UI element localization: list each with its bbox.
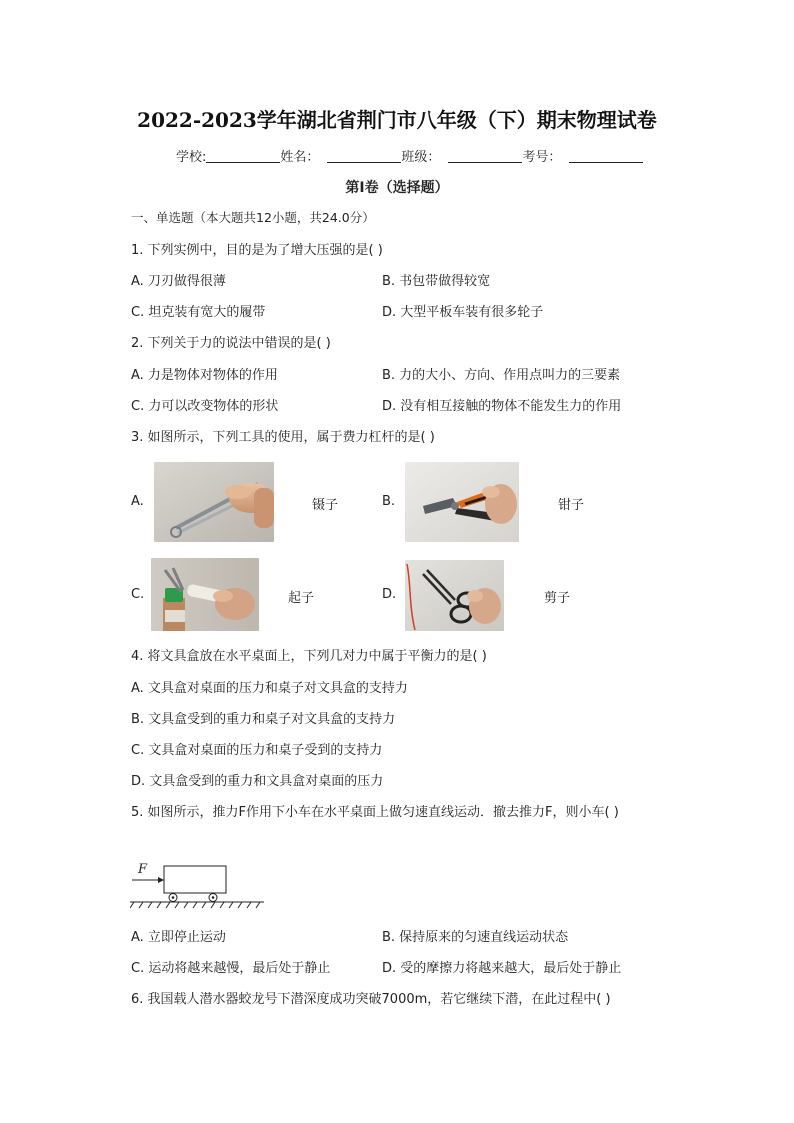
q3-option-d-letter[interactable]: D. (382, 587, 397, 602)
q3-option-a-caption: 镊子 (312, 498, 339, 513)
q1-option-a[interactable]: A. 刀刃做得很薄 (131, 274, 226, 289)
number-label: 考号： (522, 150, 562, 165)
class-field[interactable] (448, 150, 522, 163)
number-field[interactable] (569, 150, 643, 163)
force-label: F (138, 862, 148, 877)
q2-option-c[interactable]: C. 力可以改变物体的形状 (131, 399, 279, 414)
class-label: 班级： (401, 150, 441, 165)
q2-option-b[interactable]: B. 力的大小、方向、作用点叫力的三要素 (382, 368, 621, 383)
exam-title: 2022-2023学年湖北省荆门市八年级（下）期末物理试卷 (137, 108, 657, 132)
q1-option-d[interactable]: D. 大型平板车装有很多轮子 (382, 305, 544, 320)
q3-option-c-caption: 起子 (288, 591, 315, 606)
q3-option-b-letter[interactable]: B. (382, 494, 396, 509)
q4-option-b[interactable]: B. 文具盒受到的重力和桌子对文具盒的支持力 (131, 712, 396, 727)
q3-option-c-letter[interactable]: C. (131, 587, 145, 602)
q4-option-a[interactable]: A. 文具盒对桌面的压力和桌子对文具盒的支持力 (131, 681, 408, 696)
q3-option-b-caption: 钳子 (558, 498, 585, 513)
q5-option-c[interactable]: C. 运动将越来越慢，最后处于静止 (131, 961, 331, 976)
question-6-stem: 6. 我国载人潜水器蛟龙号下潜深度成功突破7000m，若它继续下潜，在此过程中( ) (131, 992, 611, 1007)
bottle-opener-photo (151, 558, 259, 631)
school-field[interactable] (206, 150, 280, 163)
q3-option-d-caption: 剪子 (544, 591, 571, 606)
name-field[interactable] (327, 150, 401, 163)
q1-option-c[interactable]: C. 坦克装有宽大的履带 (131, 305, 266, 320)
section-title: 第I卷（选择题） (345, 180, 449, 196)
name-label: 姓名： (280, 150, 320, 165)
school-label: 学校: (176, 150, 207, 165)
q2-option-a[interactable]: A. 力是物体对物体的作用 (131, 368, 278, 383)
section-heading: 一、单选题（本大题共12小题，共24.0分） (131, 210, 375, 225)
q5-option-a[interactable]: A. 立即停止运动 (131, 930, 226, 945)
scissors-photo (405, 560, 504, 631)
question-3-stem: 3. 如图所示，下列工具的使用，属于费力杠杆的是( ) (131, 430, 435, 445)
question-5-stem: 5. 如图所示，推力F作用下小车在水平桌面上做匀速直线运动．撤去推力F，则小车( ) (131, 805, 619, 820)
q2-option-d[interactable]: D. 没有相互接触的物体不能发生力的作用 (382, 399, 622, 414)
q4-option-d[interactable]: D. 文具盒受到的重力和文具盒对桌面的压力 (131, 774, 384, 789)
student-info-line (176, 146, 643, 165)
q5-option-b[interactable]: B. 保持原来的匀速直线运动状态 (382, 930, 569, 945)
q3-option-a-letter[interactable]: A. (131, 494, 144, 509)
cart-diagram (130, 860, 270, 912)
question-1-stem: 1. 下列实例中，目的是为了增大压强的是( ) (131, 243, 383, 258)
q1-option-b[interactable]: B. 书包带做得较宽 (382, 274, 491, 289)
pliers-photo (405, 462, 519, 542)
q4-option-c[interactable]: C. 文具盒对桌面的压力和桌子受到的支持力 (131, 743, 383, 758)
tweezers-photo (154, 462, 274, 542)
question-4-stem: 4. 将文具盒放在水平桌面上，下列几对力中属于平衡力的是( ) (131, 649, 487, 664)
question-2-stem: 2. 下列关于力的说法中错误的是( ) (131, 336, 331, 351)
q5-option-d[interactable]: D. 受的摩擦力将越来越大，最后处于静止 (382, 961, 622, 976)
